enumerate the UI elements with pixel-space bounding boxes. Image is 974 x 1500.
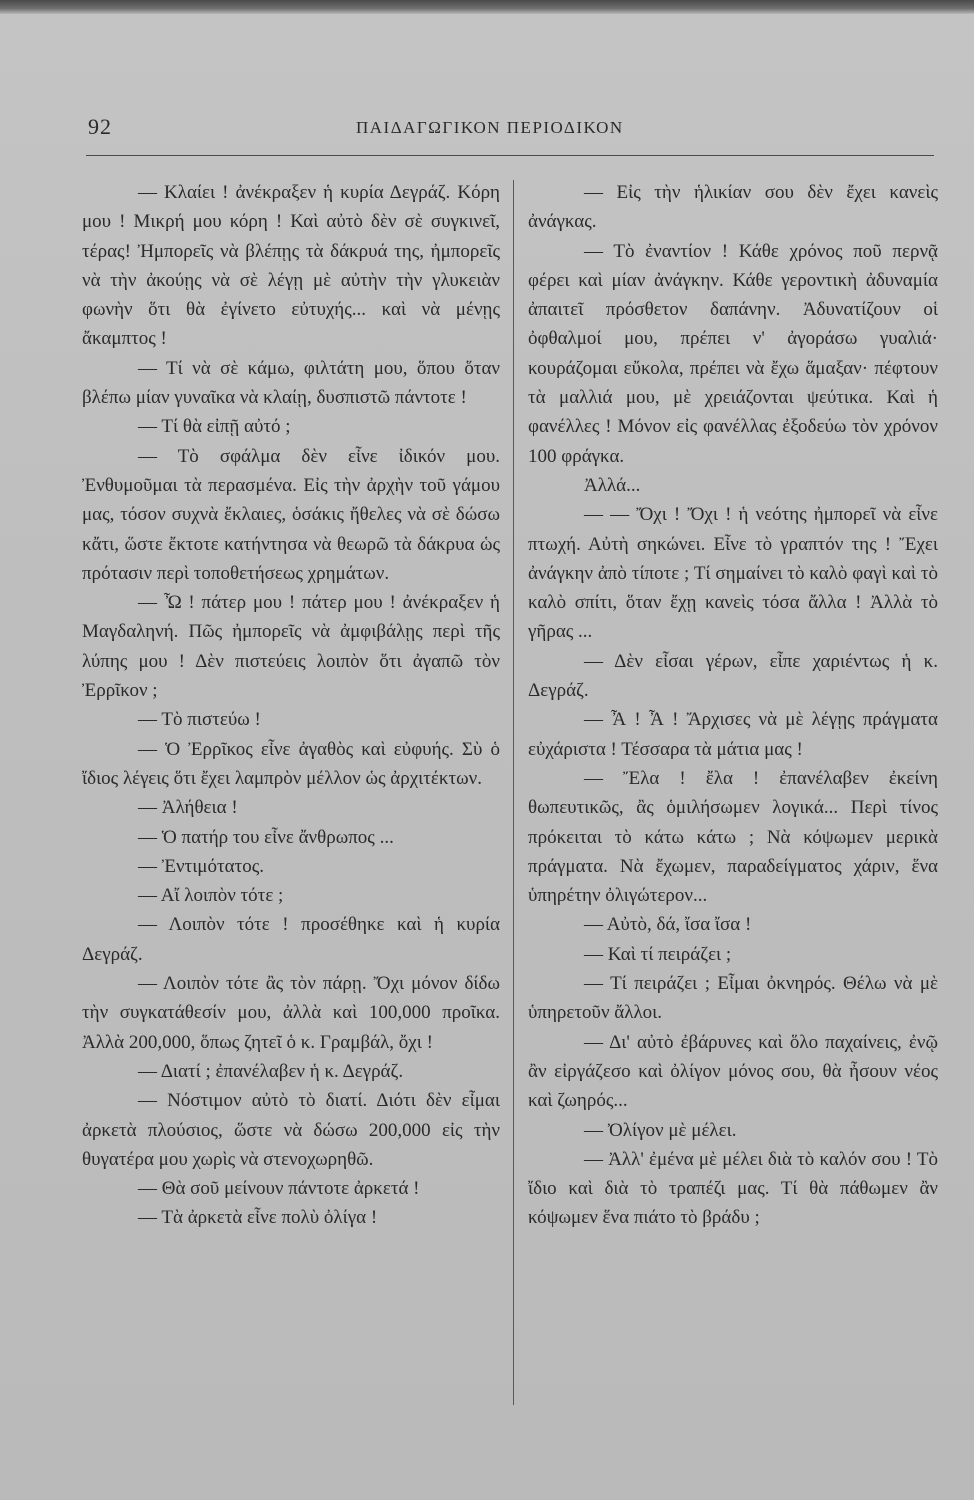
paragraph: — Τί νὰ σὲ κάμω, φιλτάτη μου, ὅπου ὅταν βλέπω μίαν γυναῖκα νὰ κλαίῃ, δυσπιστῶ πάντοτε ! bbox=[82, 357, 500, 409]
paragraph: — Δὲν εἶσαι γέρων, εἶπε χαριέντως ἡ κ. Δεγράζ. bbox=[528, 650, 938, 702]
paragraph: — Ἀλλ' ἐμένα μὲ μέλει διὰ τὸ καλόν σου ! Τὸ ἴδιο καὶ διὰ τὸ τραπέζι μας. Τί θὰ πάθωμεν ἂν κόψωμεν ἕνα πιάτο τὸ βράδυ ; bbox=[528, 1148, 938, 1229]
paragraph: — Τὸ πιστεύω ! bbox=[138, 709, 261, 731]
paragraph: — Ὦ ! πάτερ μου ! πάτερ μου ! ἀνέκραξεν ἡ Μαγδαληνή. Πῶς ἠμπορεῖς νὰ ἀμφιβάλῃς περὶ τῆς λύπης μου ! Δὲν πιστεύεις λοιπὸν ὅτι ἀγαπῶ τὸν Ἐρρῖκον ; bbox=[82, 592, 500, 702]
page-number: 92 bbox=[88, 114, 112, 139]
paragraph: — — Ὄχι ! Ὄχι ! ἡ νεότης ἠμπορεῖ νὰ εἶνε πτωχή. Αὐτὴ σηκώνει. Εἶνε τὸ γραπτόν της ! Ἔχει ἀνάγκην ἀπὸ τίποτε ; Τί σημαίνει τὸ καλὸ φαγὶ καὶ τὸ καλὸ σπίτι, ὅταν ἔχῃ κανεὶς τόσα ἄλλα ! Ἀλλὰ τὸ γῆρας ... bbox=[528, 504, 938, 643]
paragraph: — Κλαίει ! ἀνέκραξεν ἡ κυρία Δεγράζ. Κόρη μου ! Μικρή μου κόρη ! Καὶ αὐτὸ δὲν σὲ συγκινεῖ, τέρας! Ἠμπορεῖς νὰ βλέπῃς τὰ δάκρυά της, ἠμπορεῖς νὰ τὴν ἀκούῃς νὰ σὲ λέγῃ μὲ αὐτὴν τὴν γλυκειὰν φωνὴν ὅτι θὰ ἐγίνετο εὐτυχής... καὶ νὰ μένῃς ἄκαμπτος ! bbox=[82, 182, 500, 350]
column-divider bbox=[513, 180, 514, 1405]
paragraph: Ἀλλά... bbox=[584, 474, 641, 496]
header-rule bbox=[86, 155, 934, 156]
paragraph: — Τὸ σφάλμα δὲν εἶνε ἰδικόν μου. Ἐνθυμοῦμαι τὰ περασμένα. Εἰς τὴν ἀρχὴν τοῦ γάμου μας, τόσον συχνὰ ἔκλαιες, ὁσάκις ἤθελες νὰ σὲ δώσω κἄτι, ὥστε ἔκτοτε κατήντησα νὰ θεωρῶ τὰ δάκρυα ὡς πρότασιν περὶ τοποθετήσεως χρημάτων. bbox=[82, 445, 500, 584]
paragraph: — Τί πειράζει ; Εἶμαι ὀκνηρός. Θέλω νὰ μὲ ὑπηρετοῦν ἄλλοι. bbox=[528, 973, 938, 1024]
paragraph: — Διατί ; ἐπανέλαβεν ἡ κ. Δεγράζ. bbox=[138, 1060, 404, 1082]
paragraph: — Λοιπὸν τότε ἂς τὸν πάρῃ. Ὄχι μόνον δίδω τὴν συγκατάθεσίν μου, ἀλλὰ καὶ 100,000 προῖκα. Ἀλλὰ 200,000, ὅπως ζητεῖ ὁ κ. Γραμβάλ, ὄχι ! bbox=[82, 973, 500, 1053]
paragraph: — Νόστιμον αὐτὸ τὸ διατί. Διότι δὲν εἶμαι ἀρκετὰ πλούσιος, ὥστε νὰ δώσω 200,000 εἰς τὴν θυγατέρα μου χωρὶς νὰ στενοχωρηθῶ. bbox=[82, 1090, 500, 1170]
page-top-edge-shadow bbox=[0, 0, 974, 14]
paragraph: — Ἀλήθεια ! bbox=[138, 797, 238, 819]
paragraph: — Καὶ τί πειράζει ; bbox=[584, 943, 732, 965]
paragraph: — Αὐτὸ, δά, ἴσα ἴσα ! bbox=[584, 914, 752, 936]
running-title: ΠΑΙΔΑΓΩΓΙΚΟΝ ΠΕΡΙΟΔΙΚΟΝ bbox=[356, 118, 624, 137]
paragraph: — Ὁ πατήρ του εἶνε ἄνθρωπος ... bbox=[138, 826, 394, 848]
paragraph: — Λοιπὸν τότε ! προσέθηκε καὶ ἡ κυρία Δεγράζ. bbox=[82, 914, 500, 965]
paragraph: — Δι' αὐτὸ ἐβάρυνες καὶ ὅλο παχαίνεις, ἐνῷ ἂν εἰργάζεσο καὶ ὀλίγον μόνος σου, θὰ ἦσουν νέος καὶ ζωηρός... bbox=[528, 1031, 938, 1112]
paragraph: — Αἴ λοιπὸν τότε ; bbox=[138, 885, 284, 907]
paragraph: — Ἔλα ! ἔλα ! ἐπανέλαβεν ἐκείνη θωπευτικῶς, ἂς ὁμιλήσωμεν λογικά... Περὶ τίνος πρόκειται τὸ κάτω κάτω ; Νὰ κόψωμεν μερικὰ πράγματα. Νὰ ἔχωμεν, παραδείγματος χάριν, ἕνα ὑπηρέτην ὀλιγώτερον... bbox=[528, 767, 938, 907]
right-text-column bbox=[528, 178, 938, 1233]
paragraph: — Ἐντιμότατος. bbox=[138, 855, 264, 877]
paragraph: — Τὰ ἀρκετὰ εἶνε πολὺ ὀλίγα ! bbox=[138, 1207, 378, 1229]
paragraph: — Ὀλίγον μὲ μέλει. bbox=[584, 1119, 737, 1141]
paragraph: — Τὸ ἐναντίον ! Κάθε χρόνος ποῦ περνᾷ φέρει καὶ μίαν ἀνάγκην. Κάθε γεροντικὴ ἀδυναμία ἀπαιτεῖ πρόσθετον δαπάνην. Ἀδυνατίζουν οἱ ὀφθαλμοί μου, πρέπει ν' ἀγοράσω γυαλιά· κουράζομαι εὔκολα, πρέπει νὰ ἔχω ἅμαξαν· πέφτουν τὰ μαλλιά μου, μὲ χρειάζονται ψεύτικα. Καὶ ἡ φανέλλες ! Μόνον εἰς φανέλλας ἐξοδεύω τὸν χρόνον 100 φράγκα. bbox=[528, 240, 938, 467]
paragraph: — Τί θὰ εἰπῇ αὐτό ; bbox=[138, 416, 291, 438]
paragraph: — Ὁ Ἐρρῖκος εἶνε ἀγαθὸς καὶ εὐφυής. Σὺ ὁ ἴδιος λέγεις ὅτι ἔχει λαμπρὸν μέλλον ὡς ἀρχιτέκτων. bbox=[82, 738, 500, 789]
paragraph: — Εἰς τὴν ἡλικίαν σου δὲν ἔχει κανεὶς ἀνάγκας. bbox=[528, 182, 938, 233]
left-text-column bbox=[82, 178, 500, 1233]
paragraph: — Θὰ σοῦ μείνουν πάντοτε ἀρκετά ! bbox=[138, 1178, 420, 1200]
paragraph: — Ἆ ! Ἆ ! Ἄρχισες νὰ μὲ λέγῃς πράγματα εὐχάριστα ! Τέσσαρα τὰ μάτια μας ! bbox=[528, 709, 938, 760]
